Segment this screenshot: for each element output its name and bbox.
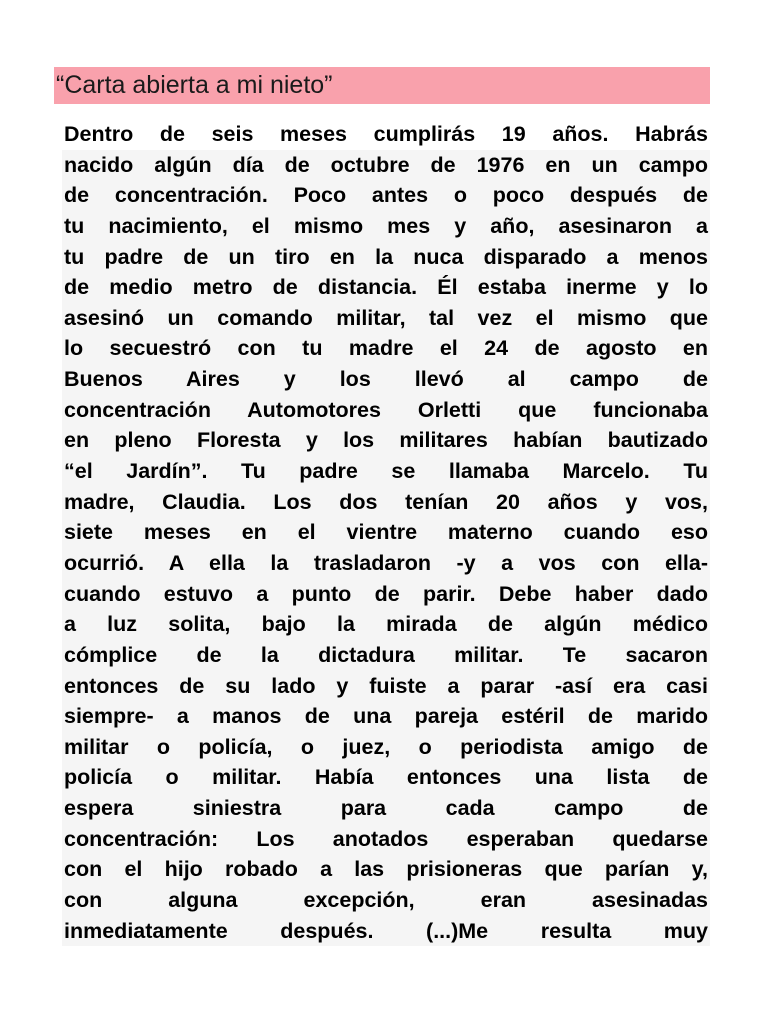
body-line: policía o militar. Había entonces una lista de <box>62 762 710 793</box>
body-line: Dentro de seis meses cumplirás 19 años. Habrás <box>64 122 708 146</box>
body-line: siete meses en el vientre materno cuando eso <box>62 517 710 548</box>
body-line: cómplice de la dictadura militar. Te sacaron <box>62 640 710 671</box>
title-banner <box>54 67 710 104</box>
body-line: “el Jardín”. Tu padre se llamaba Marcelo. Tu <box>62 456 710 487</box>
body-line: ocurrió. A ella la trasladaron -y a vos con ella- <box>62 548 710 579</box>
body-line: cuando estuvo a punto de parir. Debe haber dado <box>62 579 710 610</box>
body-line: inmediatamente después. (...)Me resulta muy <box>62 916 710 947</box>
body-line: con alguna excepción, eran asesinadas <box>62 885 710 916</box>
body-line: concentración Automotores Orletti que funcionaba <box>62 395 710 426</box>
body-line: nacido algún día de octubre de 1976 en un campo <box>62 150 710 181</box>
body-line: de medio metro de distancia. Él estaba inerme y lo <box>62 272 710 303</box>
body-line: militar o policía, o juez, o periodista amigo de <box>62 732 710 763</box>
body-line: madre, Claudia. Los dos tenían 20 años y vos, <box>62 487 710 518</box>
document-title: “Carta abierta a mi nieto” <box>56 71 333 99</box>
body-line: lo secuestró con tu madre el 24 de agosto en <box>62 333 710 364</box>
body-line: con el hijo robado a las prisioneras que parían y, <box>62 854 710 885</box>
body-line: entonces de su lado y fuiste a parar -así era casi <box>62 671 710 702</box>
body-line: concentración: Los anotados esperaban quedarse <box>62 824 710 855</box>
body-line: espera siniestra para cada campo de <box>62 793 710 824</box>
body-line: tu nacimiento, el mismo mes y año, asesinaron a <box>62 211 710 242</box>
body-line: asesinó un comando militar, tal vez el mismo que <box>62 303 710 334</box>
body-line: siempre- a manos de una pareja estéril de marido <box>62 701 710 732</box>
body-line: de concentración. Poco antes o poco después de <box>62 180 710 211</box>
body-line: en pleno Floresta y los militares habían bautizado <box>62 425 710 456</box>
body-line: a luz solita, bajo la mirada de algún médico <box>62 609 710 640</box>
letter-body <box>62 119 710 946</box>
body-line: Buenos Aires y los llevó al campo de <box>62 364 710 395</box>
body-line: tu padre de un tiro en la nuca disparado a menos <box>62 242 710 273</box>
